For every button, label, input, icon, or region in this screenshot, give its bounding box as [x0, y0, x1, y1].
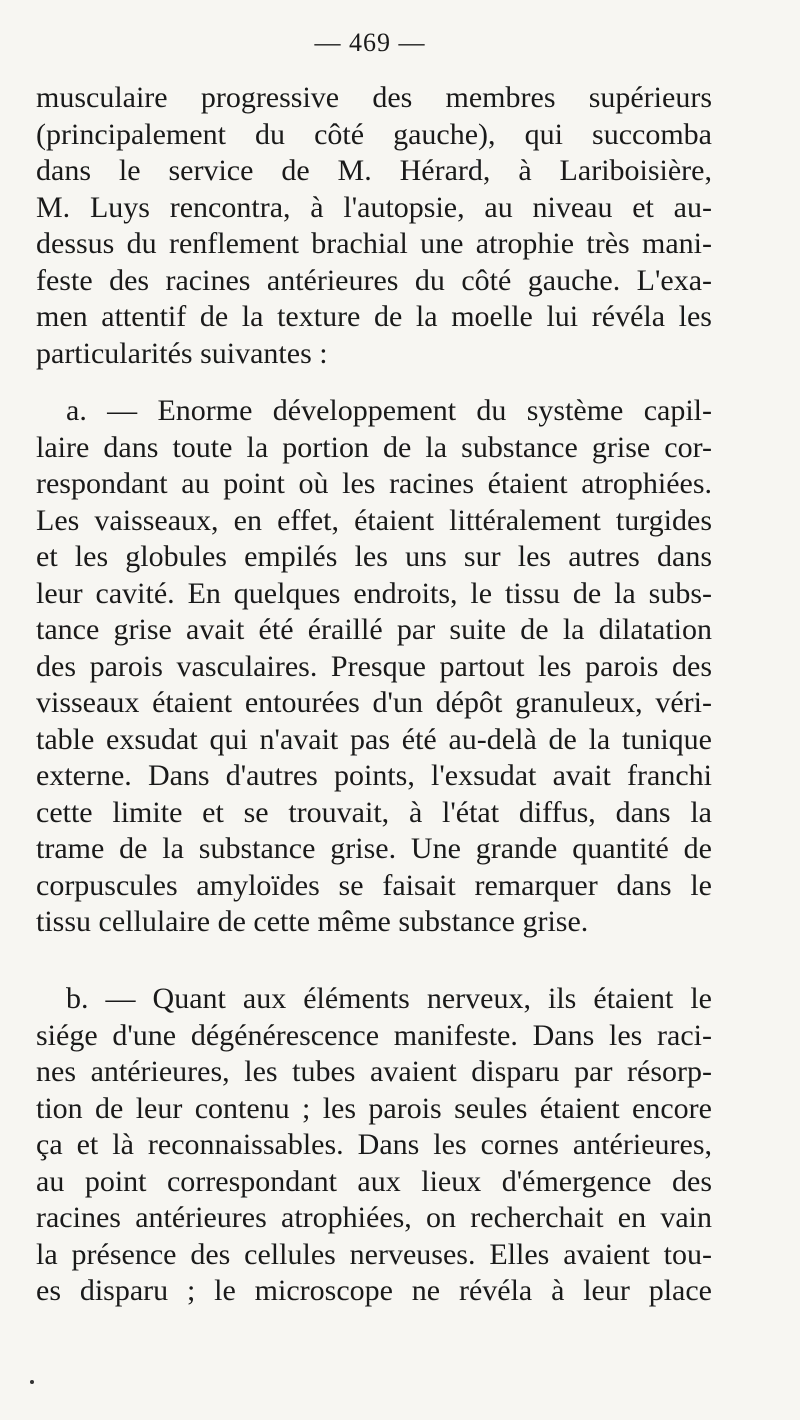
text-line: es disparu ; le microscope ne révéla à leur place	[36, 1274, 712, 1307]
text-line: tance grise avait été éraillé par suite de la dilatation	[36, 613, 712, 646]
text-line: particularités suivantes :	[36, 336, 328, 370]
text-line: a. — Enorme développement du système capil-	[66, 394, 712, 427]
text-line: feste des racines antérieures du côté gauche. L'exa-	[36, 263, 712, 297]
text-line: siége d'une dégénérescence manifeste. Dans les raci-	[36, 1018, 712, 1052]
text-line: b. — Quant aux éléments nerveux, ils étaient le	[66, 982, 712, 1015]
text-line: nes antérieures, les tubes avaient disparu par résorp-	[36, 1055, 712, 1088]
text-line: tion de leur contenu ; les parois seules étaient encore	[36, 1091, 712, 1125]
text-line: dessus du renflement brachial une atrophie très mani-	[36, 227, 712, 260]
paragraph-b	[36, 981, 712, 1310]
text-line: la présence des cellules nerveuses. Elles avaient tou-	[36, 1237, 712, 1271]
text-line: trame de la substance grise. Une grande quantité de	[36, 832, 712, 865]
text-line: corpuscules amyloïdes se faisait remarquer dans le	[36, 868, 712, 902]
text-line: laire dans toute la portion de la substance grise cor-	[36, 430, 712, 464]
ink-speck	[30, 1380, 34, 1384]
text-line: dans le service de M. Hérard, à Lariboisière,	[36, 154, 712, 187]
text-line: men attentif de la texture de la moelle lui révéla les	[36, 300, 712, 333]
text-line: visseaux étaient entourées d'un dépôt granuleux, véri-	[36, 686, 712, 719]
text-line: racines antérieures atrophiées, on recherchait en vain	[36, 1201, 712, 1234]
paragraph-a	[36, 393, 712, 941]
text-line: tissu cellulaire de cette même substance grise.	[36, 905, 589, 938]
page-number: — 469 —	[314, 28, 426, 57]
text-line: externe. Dans d'autres points, l'exsudat avait franchi	[36, 759, 712, 792]
text-line: des parois vasculaires. Presque partout les parois des	[36, 649, 712, 683]
text-line: (principalement du côté gauche), qui succomba	[36, 117, 712, 151]
text-line: musculaire progressive des membres supérieurs	[36, 81, 712, 114]
text-line: respondant au point où les racines étaient atrophiées.	[36, 467, 712, 500]
text-line: ça et là reconnaissables. Dans les cornes antérieures,	[36, 1128, 712, 1161]
text-line: Les vaisseaux, en effet, étaient littéralement turgides	[36, 503, 712, 537]
text-line: table exsudat qui n'avait pas été au-delà de la tunique	[36, 722, 712, 756]
text-line: leur cavité. En quelques endroits, le tissu de la subs-	[36, 576, 712, 610]
text-line: au point correspondant aux lieux d'émergence des	[36, 1164, 712, 1198]
text-line: M. Luys rencontra, à l'autopsie, au niveau et au-	[36, 190, 712, 224]
text-line: cette limite et se trouvait, à l'état diffus, dans la	[36, 795, 712, 829]
text-line: et les globules empilés les uns sur les autres dans	[36, 540, 712, 573]
paragraph-1	[36, 80, 712, 372]
